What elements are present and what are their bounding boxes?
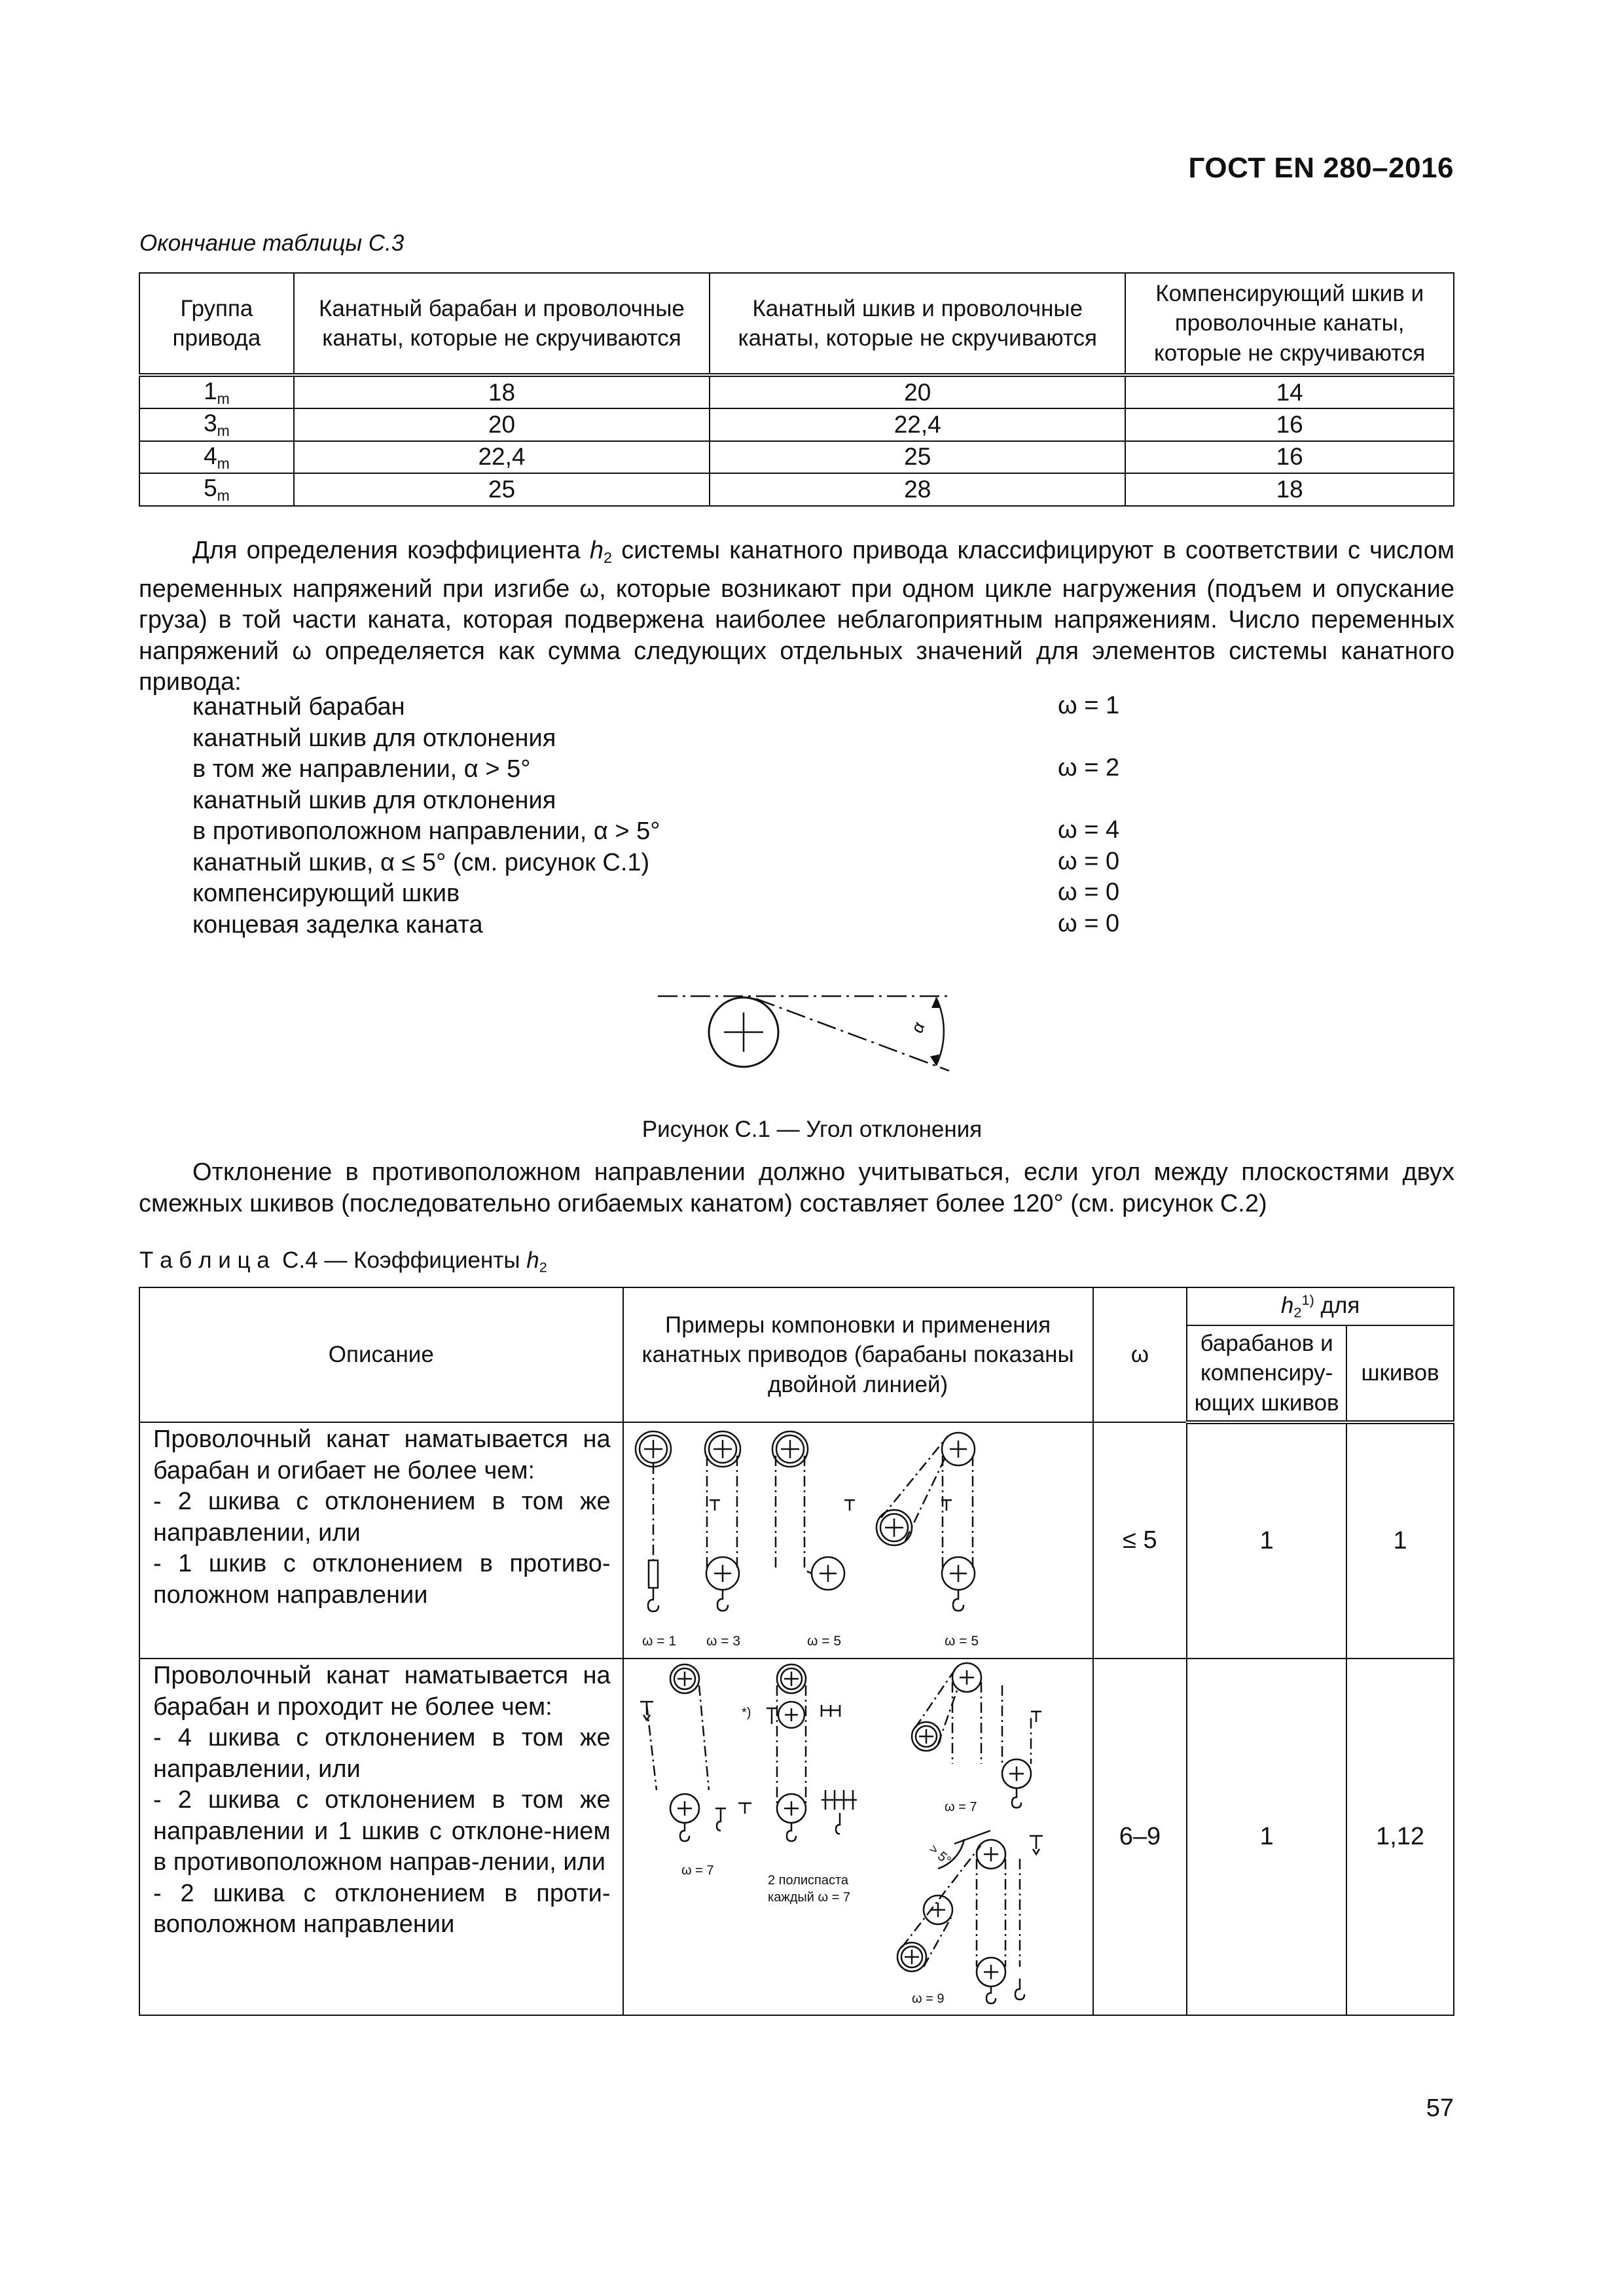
table-row (139, 1422, 1454, 1659)
column-header-examples: Примеры компоновки и применения канатных приводов (барабаны показаны двойной линией) (623, 1287, 1093, 1422)
drive-group-cell: $1_m$ (139, 375, 294, 408)
omega-value: ω = 2 (1058, 754, 1120, 781)
sheave-value-cell: 25 (710, 441, 1125, 473)
sheave-value-cell: 28 (710, 473, 1125, 505)
arrangement-examples-cell (623, 1659, 1093, 2015)
table-row (139, 473, 1454, 505)
description-cell: Проволочный канат наматывается на барабан и проходит не более чем: - 4 шкива с отклонением в том же направлении, или - 2 шкива с отклонением в том же направлении и 1 шкив с отклоне-нием в противоположном направ-лении, или - 2 шкива с отклонением в проти-воположном направлении (139, 1659, 623, 2015)
figure-c1-deflection-angle (648, 982, 969, 1080)
omega-value: ω = 4 (1058, 816, 1120, 844)
sheave-value-cell: 20 (710, 375, 1125, 408)
pulley-block-label: 2 полиспаста (767, 1873, 848, 1888)
column-header: Компенсирующий шкив и проволочные канаты, которые не скручиваются (1125, 273, 1454, 375)
omega-label: ω = 5 (806, 1634, 841, 1649)
table-c4 (139, 1287, 1454, 2016)
drum-value-cell: 20 (294, 408, 710, 440)
list-item: канатный барабан (192, 693, 405, 721)
sheaves-coefficient-cell: 1,12 (1346, 1659, 1454, 2015)
column-header-omega: ω (1093, 1287, 1187, 1422)
description-cell: Проволочный канат наматывается на барабан и огибает не более чем: - 2 шкива с отклонением в том же направлении, или - 1 шкив с отклонением в противо-положном направлении (139, 1422, 623, 1659)
alpha-label: α (907, 1019, 929, 1036)
column-header-description: Описание (139, 1287, 623, 1422)
omega-label: ω = 9 (911, 1992, 945, 2007)
column-header: Канатный барабан и проволочные канаты, которые не скручиваются (294, 273, 710, 375)
omega-label: ω = 5 (944, 1634, 979, 1649)
list-item: канатный шкив, α ≤ 5° (см. рисунок С.1) (192, 849, 650, 876)
column-header-sheaves: шкивов (1346, 1325, 1454, 1423)
rope-arrangement-diagram-1 (624, 1423, 1092, 1652)
document-code: ГОСТ EN 280–2016 (1188, 152, 1454, 184)
footnote-mark: *) (741, 1706, 751, 1721)
table-c4-caption: Т а б л и ц а С.4 — Коэффициенты $h_2$ (139, 1247, 547, 1276)
compensating-value-cell: 16 (1125, 441, 1454, 473)
drum-value-cell: 22,4 (294, 441, 710, 473)
page-number: 57 (1426, 2094, 1454, 2122)
column-header: Группа привода (139, 273, 294, 375)
list-item: в противоположном направлении, α > 5° (192, 817, 660, 845)
table-row (139, 408, 1454, 440)
column-header-drums: барабанов и компенсиру-ющих шкивов (1187, 1325, 1346, 1423)
omega-value: ω = 0 (1058, 878, 1120, 906)
paragraph-classification: Для определения коэффициента $h_2$ системы канатного привода классифицируют в соответствии с числом переменных напряжений при изгибе ω, которые возникают при одном цикле нагружения (подъем и опускание груза) в той части каната, которая подвержена наиболее неблагоприятным напряжениям. Число переменных напряжений ω определяется как сумма следующих отдельных значений для элементов системы канатного привода: (139, 537, 1454, 696)
rope-arrangement-diagram-2 (624, 1659, 1092, 2009)
omega-value: ω = 1 (1058, 692, 1120, 719)
sheave-value-cell: 22,4 (710, 408, 1125, 440)
figure-c1-caption: Рисунок С.1 — Угол отклонения (641, 1117, 983, 1142)
angle-label: > 5° (926, 1842, 954, 1869)
list-item: в том же направлении, α > 5° (192, 755, 531, 783)
omega-cell: 6–9 (1093, 1659, 1187, 2015)
drive-group-cell: $3_m$ (139, 408, 294, 440)
compensating-value-cell: 18 (1125, 473, 1454, 505)
column-header-h2: $h_2^{1)}$ для (1187, 1287, 1454, 1325)
column-header: Канатный шкив и проволочные канаты, которые не скручиваются (710, 273, 1125, 375)
omega-label: ω = 7 (681, 1863, 714, 1878)
drums-coefficient-cell: 1 (1187, 1659, 1346, 2015)
sheaves-coefficient-cell: 1 (1346, 1422, 1454, 1659)
table-row (139, 441, 1454, 473)
arrangement-examples-cell (623, 1422, 1093, 1659)
drive-group-cell: $5_m$ (139, 473, 294, 505)
omega-cell: ≤ 5 (1093, 1422, 1187, 1659)
table-row (139, 1659, 1454, 2015)
omega-value: ω = 0 (1058, 910, 1120, 937)
table-c3 (139, 272, 1454, 507)
drum-value-cell: 18 (294, 375, 710, 408)
list-item: компенсирующий шкив (192, 880, 460, 907)
list-item: концевая заделка каната (192, 911, 483, 939)
omega-value: ω = 0 (1058, 848, 1120, 875)
list-item: канатный шкив для отклонения (192, 725, 556, 752)
drive-group-cell: $4_m$ (139, 441, 294, 473)
compensating-value-cell: 16 (1125, 408, 1454, 440)
table-row (139, 375, 1454, 408)
omega-label: ω = 7 (944, 1800, 977, 1815)
omega-label: ω = 3 (706, 1634, 740, 1649)
drums-coefficient-cell: 1 (1187, 1422, 1346, 1659)
list-item: канатный шкив для отклонения (192, 787, 556, 814)
drum-value-cell: 25 (294, 473, 710, 505)
table-c3-caption: Окончание таблицы С.3 (139, 230, 405, 256)
pulley-block-label: каждый ω = 7 (767, 1890, 850, 1905)
compensating-value-cell: 14 (1125, 375, 1454, 408)
paragraph-opposite-direction: Отклонение в противоположном направлении должно учитываться, если угол между плоскостями двух смежных шкивов (последовательно огибаемых канатом) составляет более 120° (см. рисунок С.2) (139, 1158, 1454, 1217)
omega-label: ω = 1 (641, 1634, 676, 1649)
